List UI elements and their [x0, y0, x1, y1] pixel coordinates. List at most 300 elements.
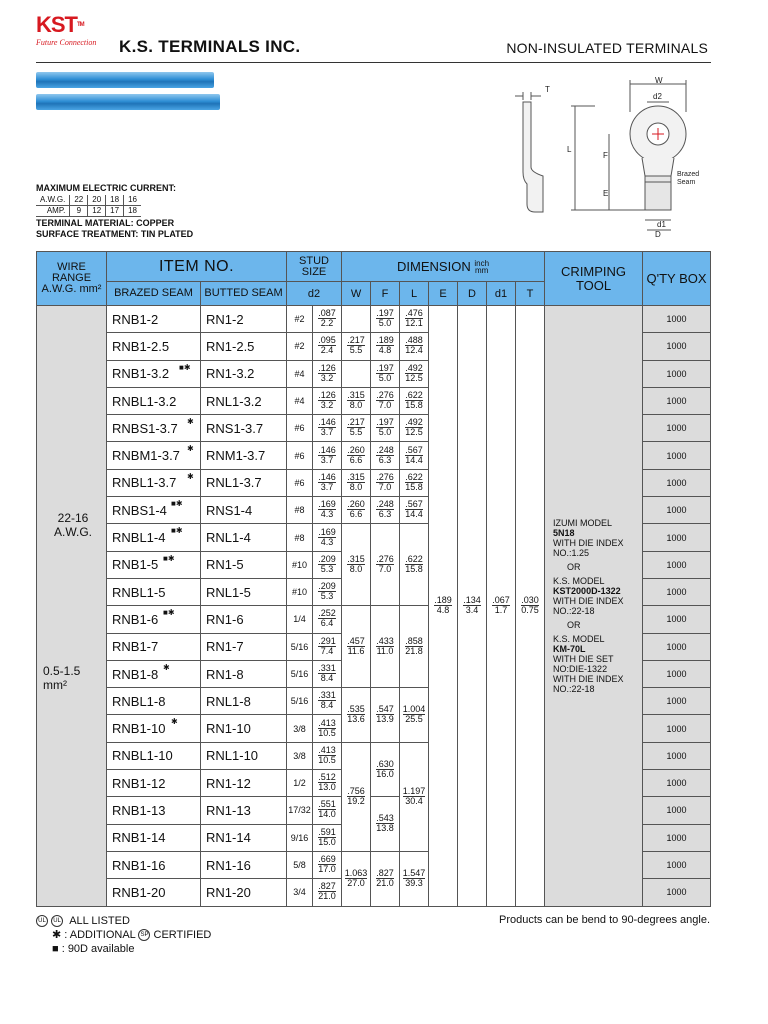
- col-crimping-tool: CRIMPING TOOL: [545, 252, 643, 306]
- stud-size: #8: [287, 524, 313, 551]
- stud-size: 3/4: [287, 879, 313, 906]
- L-value: [400, 333, 429, 360]
- crimp-line: WITH DIE SET: [553, 653, 614, 664]
- stud-size: 5/16: [287, 688, 313, 715]
- dim-label-d2: d2: [653, 92, 662, 101]
- brazed-part-number: RNB1-3.2 ■✱: [107, 360, 201, 387]
- F-value: [371, 797, 400, 852]
- availability-mark: ■✱: [179, 362, 191, 372]
- col-D: D: [458, 282, 487, 306]
- qty-box: 1000: [643, 578, 711, 605]
- d2-value: [313, 524, 342, 551]
- ul-listed-icon: UL: [36, 915, 48, 927]
- butted-part-number: RN1-20: [201, 879, 287, 906]
- butted-part-number: RN1-13: [201, 797, 287, 824]
- table-row: [37, 306, 711, 333]
- d2-value: [313, 797, 342, 824]
- value-pair: $\frac{.217}{5.5}$: [347, 335, 365, 356]
- value-pair: $\frac{.488}{12.4}$: [405, 335, 423, 356]
- col-qty-box: Q'TY BOX: [643, 252, 711, 306]
- logo-tm: TM: [77, 22, 84, 28]
- L-value: [400, 524, 429, 606]
- butted-part-number: RNS1-4: [201, 497, 287, 524]
- crimp-or: OR: [567, 619, 581, 630]
- amp-value: 18: [124, 206, 141, 217]
- header-row-1: [37, 252, 711, 282]
- crimp-line: WITH DIE INDEX: [553, 595, 624, 606]
- L-value: [400, 469, 429, 496]
- F-value: [371, 387, 400, 414]
- qty-box: 1000: [643, 333, 711, 360]
- d1-value: [487, 306, 516, 907]
- qty-box: 1000: [643, 442, 711, 469]
- amp-value: 12: [88, 206, 106, 217]
- W-value: [342, 442, 371, 469]
- qty-box: 1000: [643, 551, 711, 578]
- crimp-line: NO.:22-18: [553, 605, 595, 616]
- brazed-part-number: RNB1-13: [107, 797, 201, 824]
- butted-part-number: RNL1-8: [201, 688, 287, 715]
- F-value: [371, 851, 400, 906]
- awg-value: 20: [88, 195, 106, 206]
- value-pair: $\frac{.260}{6.6}$: [347, 444, 365, 465]
- value-pair: $\frac{.126}{3.2}$: [318, 362, 336, 383]
- value-pair: $\frac{.433}{11.0}$: [376, 635, 394, 656]
- value-pair: $\frac{.030}{0.75}$: [521, 594, 539, 615]
- qty-box: 1000: [643, 660, 711, 687]
- value-pair: $\frac{.543}{13.8}$: [376, 813, 394, 834]
- dim-label-T: T: [545, 85, 550, 94]
- value-pair: $\frac{.189}{4.8}$: [434, 594, 452, 615]
- value-pair: $\frac{.217}{5.5}$: [347, 417, 365, 438]
- stud-size: #6: [287, 415, 313, 442]
- crimp-model: KM-70L: [553, 643, 586, 654]
- awg-value: 22: [70, 195, 88, 206]
- brazed-part-number: RNB1-2: [107, 306, 201, 333]
- value-pair: $\frac{.413}{10.5}$: [318, 744, 336, 765]
- F-value: [371, 497, 400, 524]
- value-pair: $\frac{.291}{7.4}$: [318, 635, 336, 656]
- value-pair: $\frac{.622}{15.8}$: [405, 553, 423, 574]
- qty-box: 1000: [643, 387, 711, 414]
- col-W: W: [342, 282, 371, 306]
- value-pair: $\frac{.512}{13.0}$: [318, 772, 336, 793]
- stud-size: 5/16: [287, 660, 313, 687]
- butted-part-number: RN1-10: [201, 715, 287, 742]
- col-stud-size: STUD SIZE: [287, 252, 342, 282]
- availability-mark: ✱: [187, 471, 194, 481]
- stud-size: 5/16: [287, 633, 313, 660]
- value-pair: $\frac{.413}{10.5}$: [318, 717, 336, 738]
- col-F: F: [371, 282, 400, 306]
- L-value: [400, 688, 429, 743]
- amp-value: 9: [70, 206, 88, 217]
- dim-label-d1: d1: [657, 220, 666, 229]
- stud-size: 3/8: [287, 715, 313, 742]
- range-mm: 0.5-1.5 mm²: [43, 664, 81, 692]
- F-value: [371, 606, 400, 688]
- value-pair: $\frac{.095}{2.4}$: [318, 335, 336, 356]
- awg-value: 16: [124, 195, 141, 206]
- stud-size: 1/4: [287, 606, 313, 633]
- L-value: [400, 306, 429, 333]
- butted-part-number: RN1-6: [201, 606, 287, 633]
- col-dimension: DIMENSION inch mm: [342, 252, 545, 282]
- butted-part-number: RNS1-3.7: [201, 415, 287, 442]
- brazed-part-number: RNBM1-3.7 ✱: [107, 442, 201, 469]
- W-value: [342, 333, 371, 360]
- stud-size: #2: [287, 333, 313, 360]
- F-value: [371, 469, 400, 496]
- value-pair: $\frac{.591}{15.0}$: [318, 826, 336, 847]
- value-pair: $\frac{.169}{4.3}$: [318, 499, 336, 520]
- W-value: [342, 688, 371, 743]
- brazed-part-number: RNB1-10 ✱: [107, 715, 201, 742]
- qty-box: 1000: [643, 360, 711, 387]
- butted-part-number: RN1-8: [201, 660, 287, 687]
- brazed-part-number: RNB1-7: [107, 633, 201, 660]
- value-pair: $\frac{.248}{6.3}$: [376, 444, 394, 465]
- stud-size: #6: [287, 469, 313, 496]
- availability-mark: ■✱: [171, 526, 183, 536]
- F-value: [371, 415, 400, 442]
- d2-value: [313, 879, 342, 906]
- additional-note: ✱ : ADDITIONAL SP CERTIFIED: [52, 929, 212, 941]
- awg-row: [36, 195, 141, 206]
- value-pair: $\frac{.315}{8.0}$: [347, 471, 365, 492]
- brazed-label: Brazed: [677, 171, 700, 178]
- listed-note: UL UL ALL LISTED: [36, 914, 710, 928]
- awg-value: 18: [106, 195, 124, 206]
- value-pair: $\frac{.622}{15.8}$: [405, 390, 423, 411]
- W-value: [342, 606, 371, 688]
- dim-label-E: E: [603, 189, 609, 198]
- qty-box: 1000: [643, 415, 711, 442]
- crimp-line: WITH DIE INDEX: [553, 537, 624, 548]
- brazed-part-number: RNB1-2.5: [107, 333, 201, 360]
- value-pair: $\frac{.276}{7.0}$: [376, 553, 394, 574]
- value-pair: $\frac{.146}{3.7}$: [318, 417, 336, 438]
- L-value: [400, 360, 429, 387]
- brazed-part-number: RNBS1-4 ■✱: [107, 497, 201, 524]
- value-pair: $\frac{.622}{15.8}$: [405, 471, 423, 492]
- col-brazed-seam: BRAZED SEAM: [107, 282, 201, 306]
- qty-box: 1000: [643, 797, 711, 824]
- d2-value: [313, 333, 342, 360]
- L-value: [400, 497, 429, 524]
- value-pair: $\frac{.146}{3.7}$: [318, 471, 336, 492]
- value-pair: $\frac{.535}{13.6}$: [347, 703, 365, 724]
- company-name: K.S. TERMINALS INC.: [119, 37, 301, 56]
- brazed-part-number: RNBS1-3.7 ✱: [107, 415, 201, 442]
- T-value: [516, 306, 545, 907]
- butted-part-number: RN1-2: [201, 306, 287, 333]
- availability-mark: ✱: [187, 417, 194, 427]
- value-pair: $\frac{.315}{8.0}$: [347, 390, 365, 411]
- col-item-no: ITEM NO.: [107, 252, 287, 282]
- butted-part-number: RNM1-3.7: [201, 442, 287, 469]
- availability-mark: ■✱: [163, 553, 175, 563]
- qty-box: 1000: [643, 469, 711, 496]
- value-pair: $\frac{.197}{5.0}$: [376, 362, 394, 383]
- value-pair: $\frac{1.547}{39.3}$: [402, 867, 426, 888]
- availability-mark: ✱: [163, 662, 170, 672]
- value-pair: $\frac{.547}{13.9}$: [376, 703, 394, 724]
- butted-part-number: RN1-14: [201, 824, 287, 851]
- butted-part-number: RN1-3.2: [201, 360, 287, 387]
- col-T: T: [516, 282, 545, 306]
- logo-text: KST: [36, 12, 77, 37]
- stud-size: #6: [287, 442, 313, 469]
- value-pair: $\frac{.126}{3.2}$: [318, 390, 336, 411]
- F-value: [371, 688, 400, 743]
- d2-value: [313, 360, 342, 387]
- qty-box: 1000: [643, 497, 711, 524]
- value-pair: $\frac{.492}{12.5}$: [405, 417, 423, 438]
- W-value: [342, 742, 371, 851]
- stud-size: #8: [287, 497, 313, 524]
- d2-value: [313, 770, 342, 797]
- qty-box: 1000: [643, 742, 711, 769]
- butted-part-number: RN1-16: [201, 851, 287, 878]
- L-value: [400, 442, 429, 469]
- crimping-tool-cell: [545, 306, 643, 907]
- availability-mark: ■✱: [171, 499, 183, 509]
- value-pair: $\frac{.858}{21.8}$: [405, 635, 423, 656]
- value-pair: $\frac{.260}{6.6}$: [347, 499, 365, 520]
- company-logo: [36, 14, 96, 47]
- value-pair: $\frac{.756}{19.2}$: [347, 785, 365, 806]
- amp-value: 17: [106, 206, 124, 217]
- qty-box: 1000: [643, 633, 711, 660]
- value-pair: $\frac{.827}{21.0}$: [318, 881, 336, 902]
- crimp-or: OR: [567, 561, 581, 572]
- value-pair: $\frac{.189}{4.8}$: [376, 335, 394, 356]
- value-pair: $\frac{1.063}{27.0}$: [344, 867, 368, 888]
- max-current-label: MAXIMUM ELECTRIC CURRENT:: [36, 183, 176, 193]
- d2-value: [313, 442, 342, 469]
- col-d2: d2: [287, 282, 342, 306]
- L-value: [400, 606, 429, 688]
- value-pair: $\frac{.567}{14.4}$: [405, 499, 423, 520]
- crimp-line: WITH DIE INDEX: [553, 673, 624, 684]
- F-value: [371, 333, 400, 360]
- E-value: [429, 306, 458, 907]
- value-pair: $\frac{.331}{8.4}$: [318, 690, 336, 711]
- dim-unit-mm: mm: [475, 265, 489, 275]
- qty-box: 1000: [643, 606, 711, 633]
- brazed-part-number: RNBL1-3.7 ✱: [107, 469, 201, 496]
- stud-size: 3/8: [287, 742, 313, 769]
- terminal-spec-table: [36, 251, 711, 907]
- value-pair: $\frac{1.004}{25.5}$: [402, 703, 426, 724]
- value-pair: $\frac{.248}{6.3}$: [376, 499, 394, 520]
- value-pair: $\frac{.331}{8.4}$: [318, 663, 336, 683]
- d2-value: [313, 660, 342, 687]
- value-pair: $\frac{.276}{7.0}$: [376, 390, 394, 411]
- stud-size: #10: [287, 578, 313, 605]
- seam-label: Seam: [677, 179, 696, 186]
- current-table: [36, 195, 141, 217]
- stud-size: 5/8: [287, 851, 313, 878]
- W-value: [342, 524, 371, 606]
- value-pair: $\frac{1.197}{30.4}$: [402, 785, 426, 806]
- butted-part-number: RN1-12: [201, 770, 287, 797]
- surface-spec: SURFACE TREATMENT: TIN PLATED: [36, 229, 194, 239]
- qty-box: 1000: [643, 851, 711, 878]
- butted-part-number: RNL1-10: [201, 742, 287, 769]
- brazed-part-number: RNB1-14: [107, 824, 201, 851]
- dim-label-L: L: [567, 145, 572, 154]
- col-E: E: [429, 282, 458, 306]
- value-pair: $\frac{.669}{17.0}$: [318, 854, 336, 875]
- W-value: [342, 469, 371, 496]
- L-value: [400, 851, 429, 906]
- d2-value: [313, 306, 342, 333]
- value-pair: $\frac{.209}{5.3}$: [318, 553, 336, 574]
- W-value: [342, 415, 371, 442]
- stud-size: #4: [287, 387, 313, 414]
- dim-label-F: F: [603, 151, 608, 160]
- F-value: [371, 524, 400, 606]
- brazed-part-number: RNBL1-8: [107, 688, 201, 715]
- value-pair: $\frac{.567}{14.4}$: [405, 444, 423, 465]
- dim-unit-inch: inch: [474, 258, 490, 268]
- butted-part-number: RN1-2.5: [201, 333, 287, 360]
- amp-label: AMP.: [36, 206, 70, 217]
- d2-value: [313, 469, 342, 496]
- brazed-part-number: RNB1-8 ✱: [107, 660, 201, 687]
- value-pair: $\frac{.087}{2.2}$: [318, 308, 336, 329]
- ninety-note: ■ : 90D available: [52, 943, 135, 955]
- W-value: [342, 497, 371, 524]
- value-pair: $\frac{.134}{3.4}$: [463, 594, 481, 615]
- crimp-model: 5N18: [553, 527, 575, 538]
- brazed-part-number: RNB1-6 ■✱: [107, 606, 201, 633]
- csa-certified-icon: SP: [138, 929, 150, 941]
- F-value: [371, 442, 400, 469]
- W-value: [342, 387, 371, 414]
- F-value: [371, 742, 400, 797]
- decorative-bar: [36, 94, 220, 110]
- value-pair: $\frac{.315}{8.0}$: [347, 553, 365, 574]
- brazed-part-number: RNBL1-5: [107, 578, 201, 605]
- W-value: [342, 360, 371, 387]
- logo-tagline: Future Connection: [36, 38, 97, 47]
- value-pair: $\frac{.146}{3.7}$: [318, 444, 336, 465]
- brazed-part-number: RNB1-12: [107, 770, 201, 797]
- L-value: [400, 415, 429, 442]
- d2-value: [313, 387, 342, 414]
- stud-size: #2: [287, 306, 313, 333]
- availability-mark: ✱: [187, 444, 194, 454]
- crimp-line: K.S. MODEL: [553, 575, 605, 586]
- value-pair: $\frac{.551}{14.0}$: [318, 799, 336, 820]
- butted-part-number: RNL1-5: [201, 578, 287, 605]
- qty-box: 1000: [643, 524, 711, 551]
- col-wire-range: WIRE RANGE A.W.G. mm²: [37, 252, 107, 306]
- footer: [36, 914, 710, 956]
- F-value: [371, 360, 400, 387]
- terminal-diagram: [505, 72, 700, 242]
- qty-box: 1000: [643, 824, 711, 851]
- stud-size: #10: [287, 551, 313, 578]
- W-value: [342, 306, 371, 333]
- availability-mark: ■✱: [163, 608, 175, 618]
- brazed-part-number: RNBL1-3.2: [107, 387, 201, 414]
- awg-label: A.W.G.: [36, 195, 70, 206]
- stud-size: #4: [287, 360, 313, 387]
- availability-mark: ✱: [171, 717, 178, 727]
- col-butted-seam: BUTTED SEAM: [201, 282, 287, 306]
- decorative-bar: [36, 72, 214, 88]
- brazed-part-number: RNB1-20: [107, 879, 201, 906]
- D-value: [458, 306, 487, 907]
- d2-value: [313, 415, 342, 442]
- crimp-model: KST2000D-1322: [553, 585, 621, 596]
- brazed-part-number: RNBL1-4 ■✱: [107, 524, 201, 551]
- qty-box: 1000: [643, 306, 711, 333]
- bend-note: Products can be bend to 90-degrees angle.: [499, 914, 710, 926]
- crimp-line: IZUMI MODEL: [553, 517, 613, 528]
- qty-box: 1000: [643, 879, 711, 906]
- value-pair: $\frac{.827}{21.0}$: [376, 867, 394, 888]
- crimp-line: NO.:22-18: [553, 683, 595, 694]
- value-pair: $\frac{.492}{12.5}$: [405, 362, 423, 383]
- d2-value: [313, 715, 342, 742]
- crimp-line: K.S. MODEL: [553, 633, 605, 644]
- qty-box: 1000: [643, 715, 711, 742]
- value-pair: $\frac{.252}{6.4}$: [318, 608, 336, 629]
- value-pair: $\frac{.169}{4.3}$: [318, 526, 336, 547]
- stud-size: 17/32: [287, 797, 313, 824]
- col-d1: d1: [487, 282, 516, 306]
- qty-box: 1000: [643, 770, 711, 797]
- brazed-part-number: RNB1-5 ■✱: [107, 551, 201, 578]
- value-pair: $\frac{.457}{11.6}$: [347, 635, 365, 656]
- d2-value: [313, 578, 342, 605]
- d2-value: [313, 742, 342, 769]
- d2-value: [313, 497, 342, 524]
- qty-box: 1000: [643, 688, 711, 715]
- d2-value: [313, 851, 342, 878]
- F-value: [371, 306, 400, 333]
- dim-label-D: D: [655, 230, 661, 239]
- value-pair: $\frac{.630}{16.0}$: [376, 758, 394, 779]
- value-pair: $\frac{.067}{1.7}$: [492, 594, 510, 615]
- page-category: NON-INSULATED TERMINALS: [506, 40, 708, 56]
- header-divider: [36, 62, 711, 63]
- butted-part-number: RN1-7: [201, 633, 287, 660]
- specs-block: [36, 183, 193, 240]
- brazed-part-number: RNB1-16: [107, 851, 201, 878]
- value-pair: $\frac{.209}{5.3}$: [318, 581, 336, 602]
- butted-part-number: RNL1-3.7: [201, 469, 287, 496]
- material-spec: TERMINAL MATERIAL: COPPER: [36, 218, 175, 228]
- value-pair: $\frac{.276}{7.0}$: [376, 471, 394, 492]
- cul-listed-icon: UL: [51, 915, 63, 927]
- value-pair: $\frac{.197}{5.0}$: [376, 417, 394, 438]
- stud-size: 1/2: [287, 770, 313, 797]
- crimp-line: NO.:1.25: [553, 547, 590, 558]
- d2-value: [313, 688, 342, 715]
- d2-value: [313, 633, 342, 660]
- dim-label-W: W: [655, 76, 663, 85]
- crimp-line: NO:DIE-1322: [553, 663, 608, 674]
- col-L: L: [400, 282, 429, 306]
- d2-value: [313, 551, 342, 578]
- butted-part-number: RNL1-4: [201, 524, 287, 551]
